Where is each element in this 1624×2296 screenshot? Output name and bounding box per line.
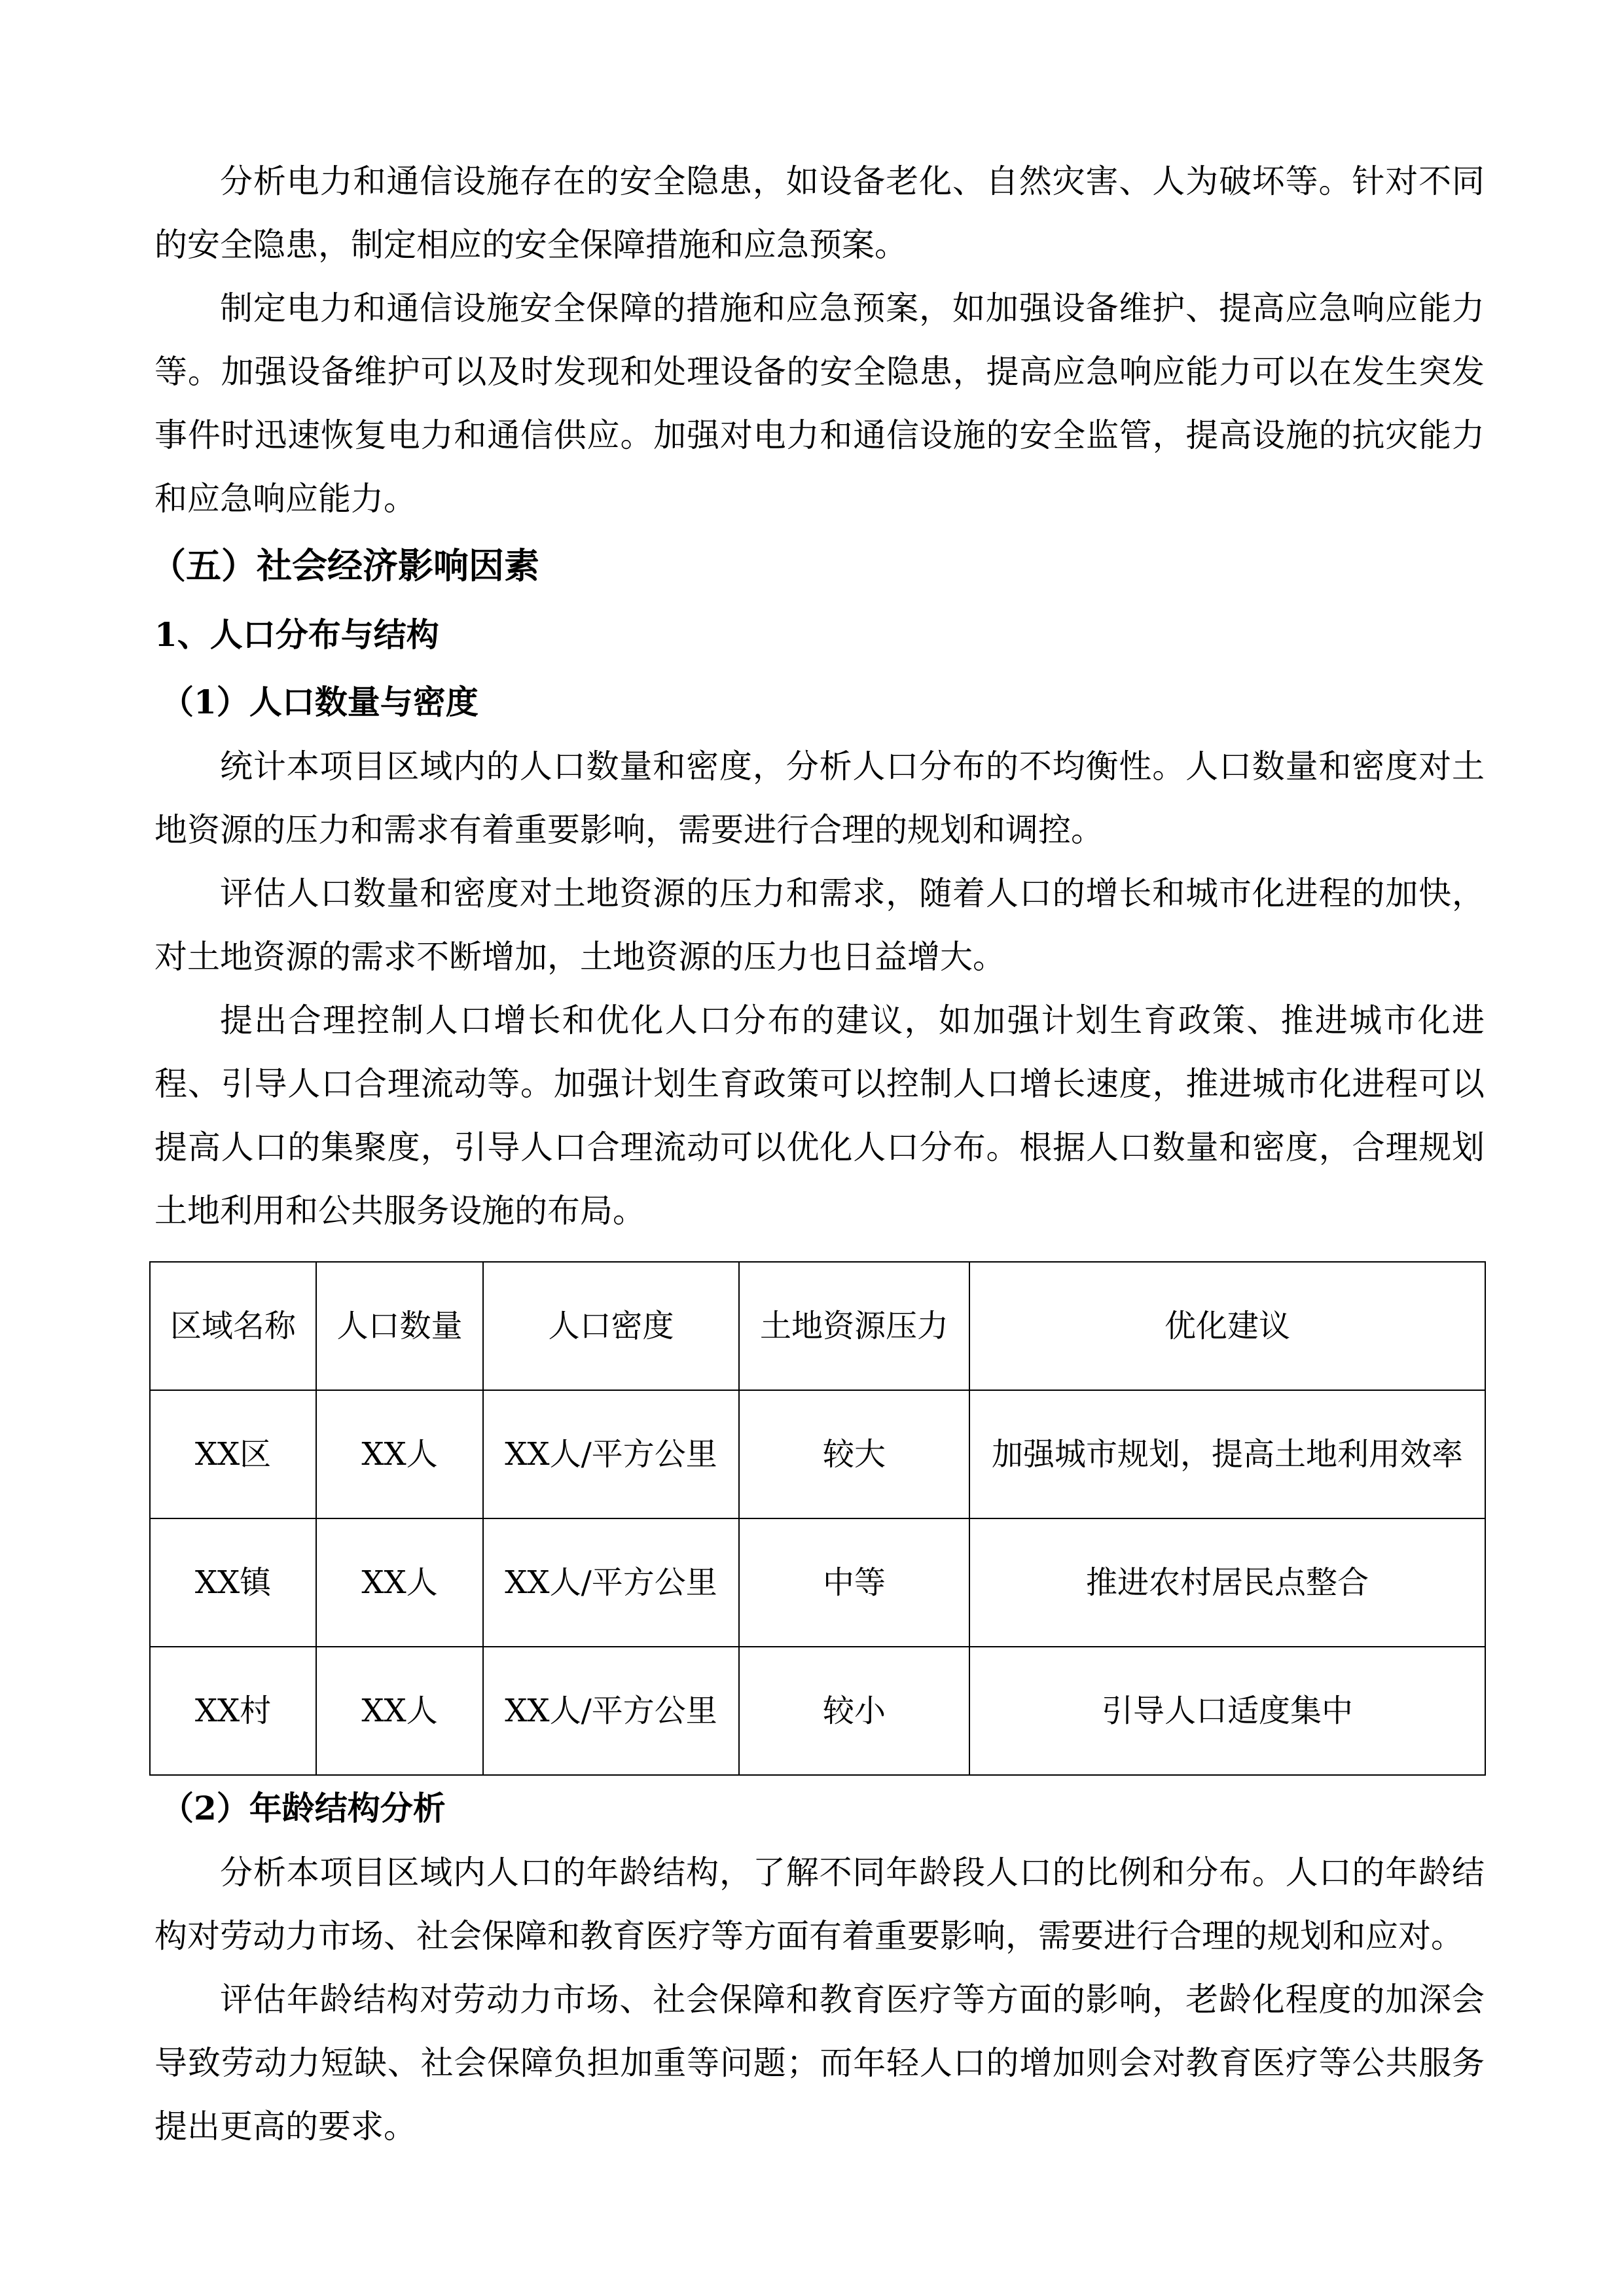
table-header-row bbox=[150, 1262, 1485, 1390]
table-cell: XX人 bbox=[316, 1518, 483, 1647]
table-cell: 中等 bbox=[739, 1518, 969, 1647]
section-heading: （五）社会经济影响因素 bbox=[151, 545, 539, 586]
subsubsection-heading: （1）人口数量与密度 bbox=[161, 683, 478, 721]
header-cell: 人口密度 bbox=[483, 1262, 739, 1390]
paragraph: 分析本项目区域内人口的年龄结构，了解不同年龄段人口的比例和分布。人口的年龄结构对劳动力市场、社会保障和教育医疗等方面有着重要影响，需要进行合理的规划和应对。 bbox=[154, 1854, 1485, 1955]
table-cell: XX村 bbox=[150, 1647, 316, 1775]
table-cell: 推进农村居民点整合 bbox=[969, 1518, 1485, 1647]
subsubsection-heading: （2）年龄结构分析 bbox=[161, 1789, 446, 1827]
paragraph: 分析电力和通信设施存在的安全隐患，如设备老化、自然灾害、人为破坏等。针对不同的安全隐患，制定相应的安全保障措施和应急预案。 bbox=[154, 162, 1485, 264]
table-cell: 较大 bbox=[739, 1390, 969, 1518]
table-cell: XX镇 bbox=[150, 1518, 316, 1647]
table-row bbox=[150, 1518, 1485, 1647]
subsection-heading: 1、人口分布与结构 bbox=[154, 615, 439, 654]
table-cell: XX区 bbox=[150, 1390, 316, 1518]
document-page bbox=[151, 150, 1485, 2159]
table-cell: XX人/平方公里 bbox=[483, 1518, 739, 1647]
table-cell: XX人 bbox=[316, 1647, 483, 1775]
header-cell: 人口数量 bbox=[316, 1262, 483, 1390]
table-cell: XX人/平方公里 bbox=[483, 1390, 739, 1518]
paragraph: 制定电力和通信设施安全保障的措施和应急预案，如加强设备维护、提高应急响应能力等。加强设备维护可以及时发现和处理设备的安全隐患，提高应急响应能力可以在发生突发事件时迅速恢复电力和通信供应。加强对电力和通信设施的安全监管，提高设施的抗灾能力和应急响应能力。 bbox=[154, 289, 1485, 518]
header-cell: 优化建议 bbox=[969, 1262, 1485, 1390]
table-cell: 引导人口适度集中 bbox=[969, 1647, 1485, 1775]
header-cell: 区域名称 bbox=[150, 1262, 316, 1390]
population-table bbox=[149, 1261, 1486, 1776]
table-cell: 较小 bbox=[739, 1647, 969, 1775]
header-cell: 土地资源压力 bbox=[739, 1262, 969, 1390]
paragraph: 提出合理控制人口增长和优化人口分布的建议，如加强计划生育政策、推进城市化进程、引导人口合理流动等。加强计划生育政策可以控制人口增长速度，推进城市化进程可以提高人口的集聚度，引导人口合理流动可以优化人口分布。根据人口数量和密度，合理规划土地利用和公共服务设施的布局。 bbox=[154, 1001, 1485, 1230]
table-row bbox=[150, 1647, 1485, 1775]
paragraph: 评估年龄结构对劳动力市场、社会保障和教育医疗等方面的影响，老龄化程度的加深会导致劳动力短缺、社会保障负担加重等问题；而年轻人口的增加则会对教育医疗等公共服务提出更高的要求。 bbox=[154, 1981, 1485, 2145]
paragraph: 评估人口数量和密度对土地资源的压力和需求，随着人口的增长和城市化进程的加快，对土地资源的需求不断增加，土地资源的压力也日益增大。 bbox=[154, 874, 1485, 976]
table-row bbox=[150, 1390, 1485, 1518]
table-cell: XX人 bbox=[316, 1390, 483, 1518]
table-cell: 加强城市规划，提高土地利用效率 bbox=[969, 1390, 1485, 1518]
paragraph: 统计本项目区域内的人口数量和密度，分析人口分布的不均衡性。人口数量和密度对土地资源的压力和需求有着重要影响，需要进行合理的规划和调控。 bbox=[154, 747, 1485, 849]
table-cell: XX人/平方公里 bbox=[483, 1647, 739, 1775]
